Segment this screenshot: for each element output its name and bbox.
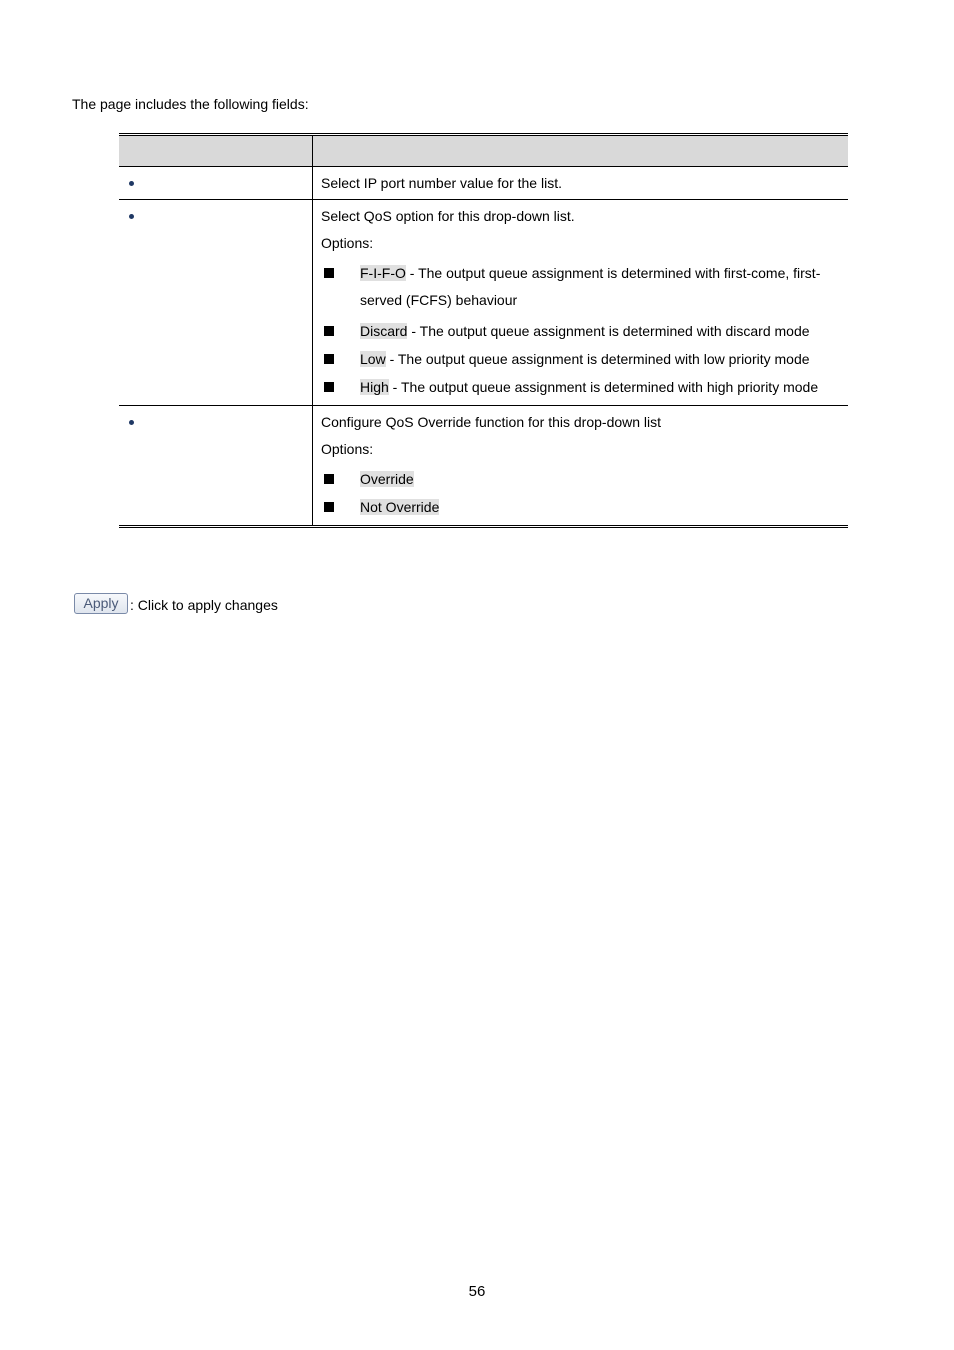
object-cell: [119, 200, 313, 405]
table-row: [119, 167, 848, 200]
description-line: Select IP port number value for the list.: [321, 175, 562, 191]
option-name: Not Override: [360, 499, 440, 515]
square-bullet-icon: [324, 382, 334, 392]
option-name: Discard: [360, 323, 408, 339]
description-cell: [313, 167, 848, 199]
option-name: Override: [360, 471, 414, 487]
header-cell-object: [119, 136, 313, 166]
header-cell-description: [313, 136, 848, 166]
option-desc: - The output queue assignment is determined with first-come, first-served (FCFS) behaviour: [360, 265, 821, 308]
object-cell: [119, 406, 313, 525]
page-number: 56: [468, 1283, 486, 1300]
table-row: [119, 406, 848, 525]
object-cell: [119, 167, 313, 199]
square-bullet-icon: [324, 326, 334, 336]
option-name: Low: [360, 351, 386, 367]
list-item: [321, 318, 840, 345]
list-item: [321, 466, 840, 493]
bullet-icon: [129, 214, 134, 219]
table-header: [119, 136, 848, 167]
square-bullet-icon: [324, 474, 334, 484]
square-bullet-icon: [324, 502, 334, 512]
options-label: Options:: [321, 235, 374, 251]
apply-description: : Click to apply changes: [130, 597, 278, 613]
apply-button[interactable]: Apply: [74, 593, 128, 614]
description-line: Configure QoS Override function for this drop-down list: [321, 414, 662, 430]
fields-table: [119, 133, 848, 528]
table-row: [119, 200, 848, 406]
option-name: F-I-F-O: [360, 265, 406, 281]
bullet-icon: [129, 420, 134, 425]
list-item: [321, 346, 840, 373]
square-bullet-icon: [324, 354, 334, 364]
option-desc: - The output queue assignment is determined with low priority mode: [385, 351, 810, 367]
description-line: Select QoS option for this drop-down list.: [321, 208, 575, 224]
list-item: [321, 494, 840, 521]
list-item: [321, 260, 840, 314]
bullet-icon: [129, 181, 134, 186]
intro-text: The page includes the following fields:: [72, 96, 309, 112]
options-label: Options:: [321, 441, 374, 457]
option-desc: - The output queue assignment is determined with discard mode: [407, 323, 810, 339]
description-cell: [313, 200, 848, 405]
option-desc: - The output queue assignment is determined with high priority mode: [388, 379, 819, 395]
square-bullet-icon: [324, 268, 334, 278]
description-cell: [313, 406, 848, 525]
apply-section: [74, 593, 278, 614]
list-item: [321, 374, 840, 401]
option-name: High: [360, 379, 389, 395]
